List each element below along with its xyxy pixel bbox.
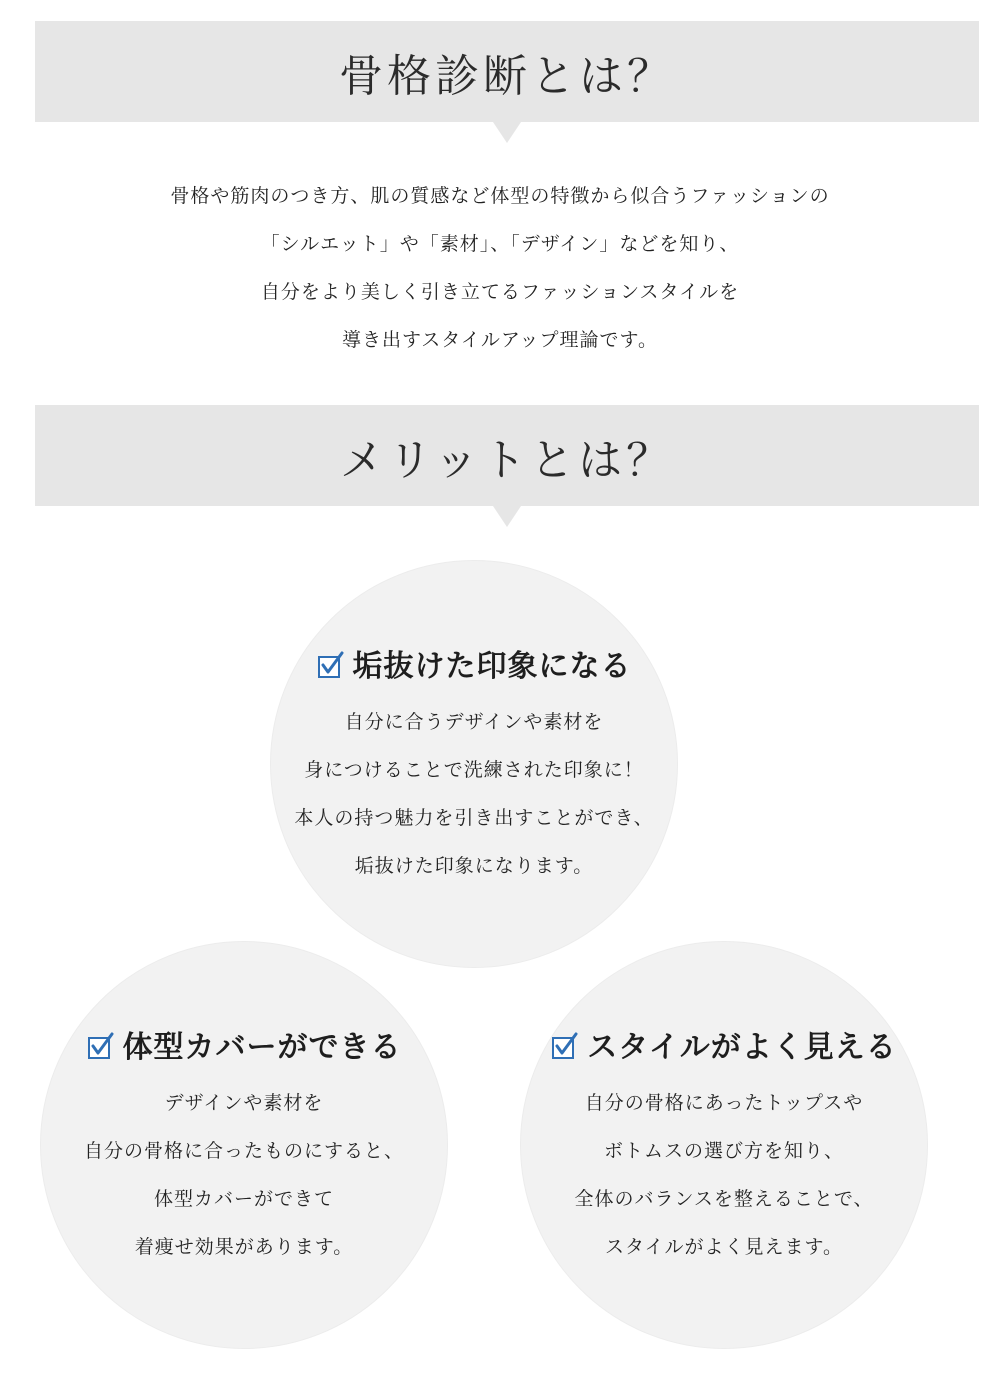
intro-paragraph <box>0 172 1000 364</box>
merit-line: 本人の持つ魅力を引き出すことができ、 <box>294 807 654 829</box>
merit-description <box>271 698 677 890</box>
section-heading-banner-merits <box>35 405 979 506</box>
merit-line: 着痩せ効果があります。 <box>134 1236 354 1258</box>
checkbox-checked-icon <box>551 1032 579 1060</box>
merit-title-row <box>271 641 677 685</box>
merit-title: スタイルがよく見える <box>587 1030 897 1065</box>
merit-line: デザインや素材を <box>164 1092 324 1114</box>
merit-title-row <box>41 1022 447 1066</box>
intro-line: 骨格や筋肉のつき方、肌の質感など体型の特徴から似合うファッションの <box>170 185 830 207</box>
merit-line: 体型カバーができて <box>153 1188 334 1210</box>
intro-line: 導き出すスタイルアップ理論です。 <box>341 329 658 351</box>
merit-title-row <box>521 1022 927 1066</box>
section-heading-merits: メリットとは？ <box>339 434 675 486</box>
merit-line: 自分の骨格にあったトップスや <box>584 1092 864 1114</box>
merit-circle-refined <box>270 560 678 968</box>
intro-line: 自分をより美しく引き立てるファッションスタイルを <box>260 281 740 303</box>
intro-line: 「シルエット」や「素材」、「デザイン」などを知り、 <box>260 233 740 255</box>
merit-description <box>521 1079 927 1271</box>
section-heading-banner-about <box>35 21 979 122</box>
merit-line: 身につけることで洗練された印象に！ <box>304 759 644 781</box>
checkbox-checked-icon <box>87 1032 115 1060</box>
merit-line: 全体のバランスを整えることで、 <box>574 1188 874 1210</box>
section-heading-about: 骨格診断とは？ <box>339 50 675 102</box>
merit-line: 自分に合うデザインや素材を <box>344 711 604 733</box>
merit-line: スタイルがよく見えます。 <box>604 1236 844 1258</box>
merit-line: ボトムスの選び方を知り、 <box>603 1140 844 1162</box>
merit-circle-body-cover <box>40 941 448 1349</box>
merit-title: 体型カバーができる <box>122 1030 402 1065</box>
merit-title: 垢抜けた印象になる <box>352 649 632 684</box>
merit-line: 垢抜けた印象になります。 <box>354 855 594 877</box>
merit-line: 自分の骨格に合ったものにすると、 <box>83 1140 404 1162</box>
checkbox-checked-icon <box>317 651 345 679</box>
merit-circle-style <box>520 941 928 1349</box>
merit-description <box>41 1079 447 1271</box>
